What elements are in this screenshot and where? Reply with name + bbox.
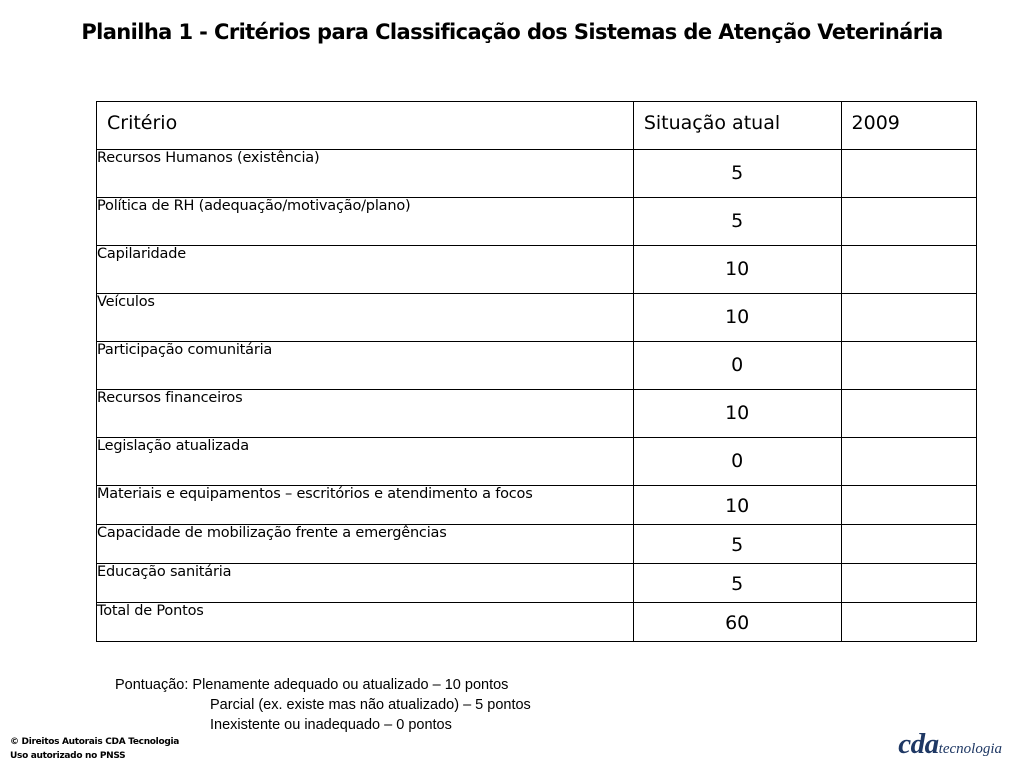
situacao-cell: 5 bbox=[633, 564, 841, 603]
header-situacao-atual: Situação atual bbox=[633, 102, 841, 150]
ano-cell bbox=[841, 342, 976, 390]
table-row bbox=[97, 564, 977, 603]
ano-cell bbox=[841, 438, 976, 486]
legend-line: Inexistente ou inadequado – 0 pontos bbox=[210, 717, 452, 733]
situacao-cell: 10 bbox=[633, 390, 841, 438]
legend-line: Pontuação: Plenamente adequado ou atualizado – 10 pontos bbox=[115, 677, 509, 693]
criterio-cell: Materiais e equipamentos – escritórios e atendimento a focos bbox=[97, 486, 634, 525]
criterio-cell: Capilaridade bbox=[97, 246, 634, 294]
table-row-total bbox=[97, 603, 977, 642]
ano-cell bbox=[841, 390, 976, 438]
table-row bbox=[97, 438, 977, 486]
situacao-cell: 0 bbox=[633, 342, 841, 390]
copyright-line: © Direitos Autorais CDA Tecnologia bbox=[10, 737, 180, 747]
criterio-cell: Legislação atualizada bbox=[97, 438, 634, 486]
situacao-cell: 0 bbox=[633, 438, 841, 486]
page-title: Planilha 1 - Critérios para Classificação dos Sistemas de Atenção Veterinária bbox=[81, 20, 943, 44]
criteria-table bbox=[96, 101, 977, 642]
criterio-cell: Veículos bbox=[97, 294, 634, 342]
table-row bbox=[97, 246, 977, 294]
ano-cell bbox=[841, 246, 976, 294]
table-row bbox=[97, 294, 977, 342]
ano-cell bbox=[841, 150, 976, 198]
scoring-legend bbox=[115, 675, 531, 735]
criterio-cell: Participação comunitária bbox=[97, 342, 634, 390]
criterio-cell: Política de RH (adequação/motivação/plano) bbox=[97, 198, 634, 246]
ano-cell bbox=[841, 294, 976, 342]
table-row bbox=[97, 198, 977, 246]
table-row bbox=[97, 525, 977, 564]
table-header-row bbox=[97, 102, 977, 150]
logo-sub-text: tecnologia bbox=[938, 741, 1002, 757]
situacao-cell: 5 bbox=[633, 198, 841, 246]
situacao-cell: 10 bbox=[633, 294, 841, 342]
table-row bbox=[97, 390, 977, 438]
situacao-cell: 5 bbox=[633, 150, 841, 198]
ano-cell bbox=[841, 198, 976, 246]
legend-line: Parcial (ex. existe mas não atualizado) – 5 pontos bbox=[210, 697, 531, 713]
copyright-notice bbox=[10, 735, 179, 763]
usage-line: Uso autorizado no PNSS bbox=[10, 751, 126, 761]
situacao-cell: 5 bbox=[633, 525, 841, 564]
header-2009: 2009 bbox=[841, 102, 976, 150]
table-row bbox=[97, 150, 977, 198]
criterio-cell: Capacidade de mobilização frente a emergências bbox=[97, 525, 634, 564]
table-row bbox=[97, 342, 977, 390]
ano-cell bbox=[841, 564, 976, 603]
logo-main-text: cda bbox=[898, 728, 939, 760]
criterio-cell: Total de Pontos bbox=[97, 603, 634, 642]
table-row bbox=[97, 486, 977, 525]
ano-cell bbox=[841, 525, 976, 564]
situacao-cell: 10 bbox=[633, 246, 841, 294]
situacao-cell: 10 bbox=[633, 486, 841, 525]
criterio-cell: Recursos financeiros bbox=[97, 390, 634, 438]
situacao-cell: 60 bbox=[633, 603, 841, 642]
cda-logo bbox=[898, 728, 1002, 761]
ano-cell bbox=[841, 603, 976, 642]
header-criterio: Critério bbox=[97, 102, 634, 150]
criterio-cell: Recursos Humanos (existência) bbox=[97, 150, 634, 198]
criterio-cell: Educação sanitária bbox=[97, 564, 634, 603]
ano-cell bbox=[841, 486, 976, 525]
